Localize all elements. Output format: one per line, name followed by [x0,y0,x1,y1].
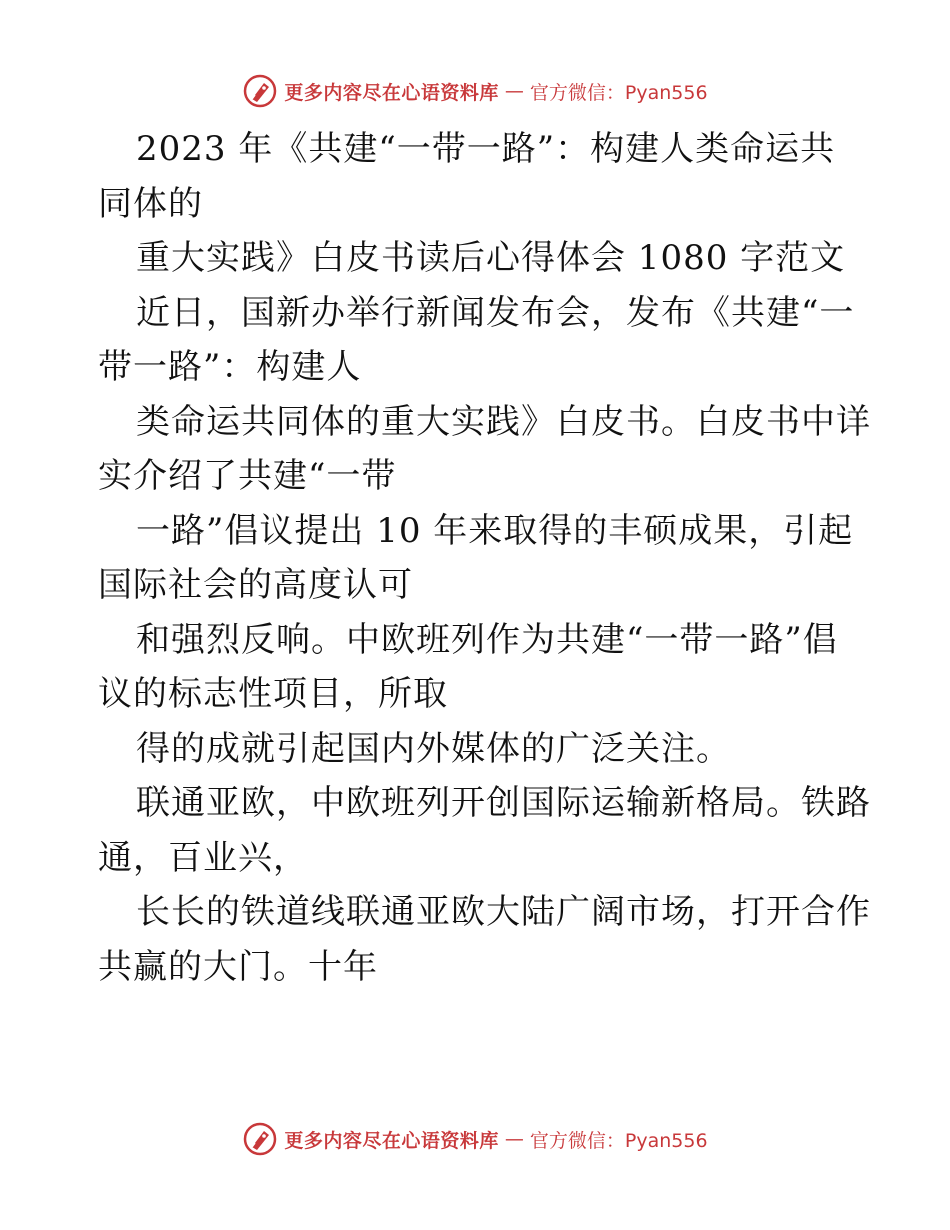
document-body [98,122,871,994]
text-line: 重大实践》白皮书读后心得体会 1080 字范文 [136,238,846,278]
text-line: 同体的 [98,183,203,224]
pen-nib-icon [242,1121,278,1157]
text-line: 近日，国新办举行新闻发布会，发布《共建“一 [136,292,855,333]
text-line: 实介绍了共建“一带 [98,456,397,496]
header-banner [0,71,950,111]
banner-brand-text: 更多内容尽在心语资料库 [284,1129,499,1152]
text-line: 联通亚欧，中欧班列开创国际运输新格局。铁路 [136,783,871,823]
text-line: 得的成就引起国内外媒体的广泛关注。 [136,728,731,769]
banner-wechat-text: 官方微信：Pyan556 [529,1129,708,1152]
banner-separator: — [504,1128,524,1150]
text-line: 和强烈反响。中欧班列作为共建“一带一路”倡 [136,619,838,660]
text-line: 长长的铁道线联通亚欧大陆广阔市场，打开合作 [136,892,871,932]
banner-separator: — [504,80,524,102]
text-line: 2023 年《共建“一带一路”：构建人类命运共 [136,129,836,169]
text-line: 类命运共同体的重大实践》白皮书。白皮书中详 [136,401,871,442]
text-line: 通，百业兴， [98,837,308,878]
text-line: 国际社会的高度认可 [98,565,413,605]
text-line: 议的标志性项目，所取 [98,674,448,714]
banner-wechat-text: 官方微信：Pyan556 [529,81,708,104]
banner-brand-text: 更多内容尽在心语资料库 [284,81,499,104]
footer-banner [0,1119,950,1159]
text-line: 一路”倡议提出 10 年来取得的丰硕成果，引起 [136,510,854,551]
text-line: 带一路”：构建人 [98,347,362,387]
text-line: 共赢的大门。十年 [98,946,378,987]
pen-nib-icon [242,73,278,109]
